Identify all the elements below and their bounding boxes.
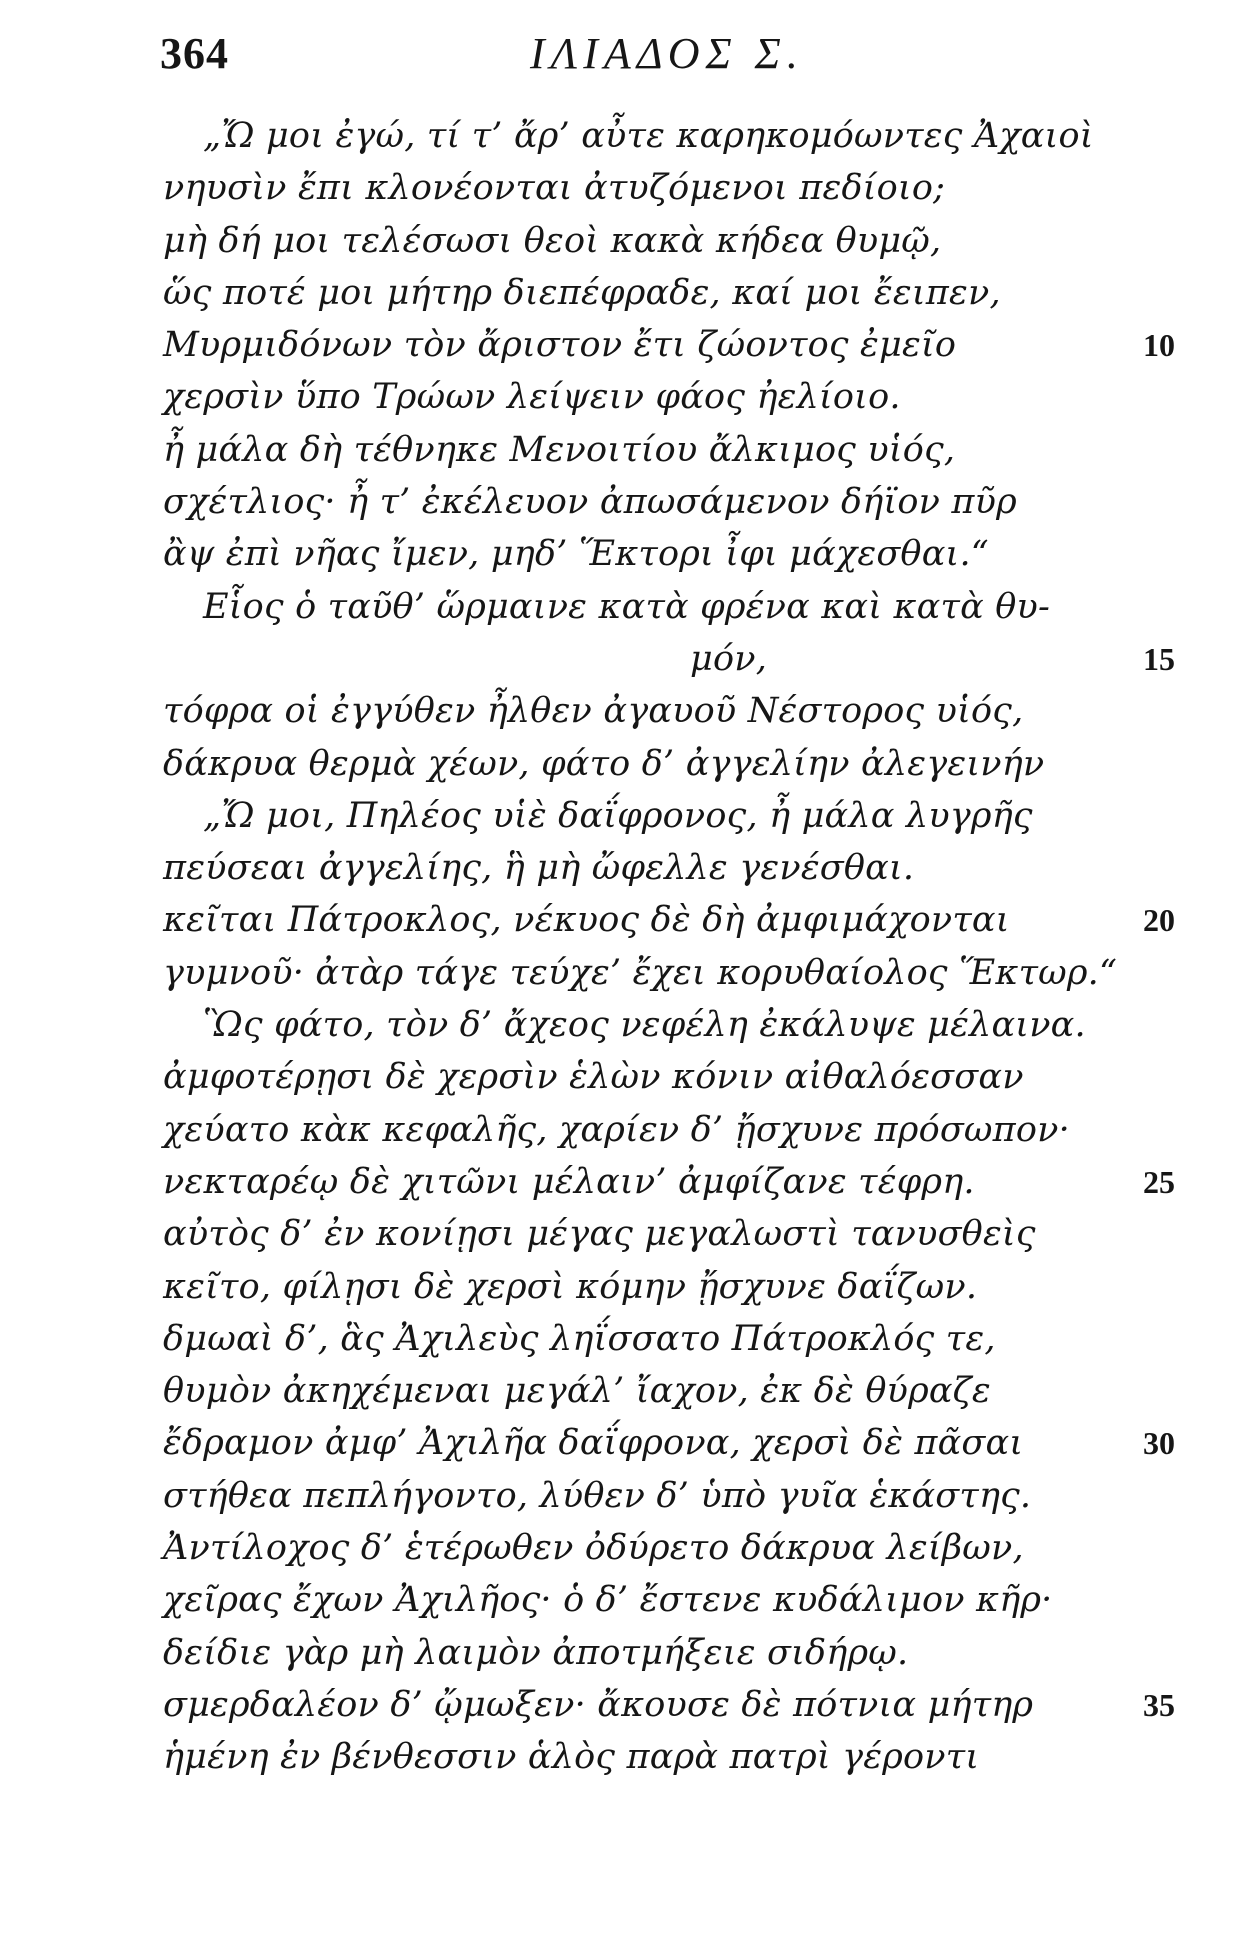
verse-text: μὴ δή μοι τελέσωσι θεοὶ κακὰ κήδεα θυμῷ, [163, 220, 942, 261]
line-number: 10 [1143, 327, 1175, 364]
verse-text: χεῖρας ἔχων Ἀχιλῆος· ὁ δ’ ἔστενε κυδάλιμον κῆρ· [163, 1580, 1053, 1621]
verse-line [0, 162, 1236, 214]
verse-text: αὐτὸς δ’ ἐν κονίῃσι μέγας μεγαλωστὶ τανυσθεὶς [163, 1214, 1036, 1255]
line-number: 15 [1143, 640, 1175, 677]
verse-text: ἔδραμον ἀμφ’ Ἀχιλῆα δαΐφρονα, χερσὶ δὲ πᾶσαι [163, 1423, 1024, 1464]
verse-text: στήθεα πεπλήγοντο, λύθεν δ’ ὑπὸ γυῖα ἑκάστης. [163, 1475, 1032, 1516]
verse-text-block [0, 110, 1236, 1784]
verse-text: χερσὶν ὕπο Τρώων λείψειν φάος ἠελίοιο. [163, 377, 901, 418]
verse-line [0, 738, 1236, 790]
verse-line [0, 894, 1236, 946]
page-number: 364 [160, 29, 229, 78]
verse-line [0, 633, 1236, 685]
line-number: 20 [1143, 902, 1175, 939]
verse-line [0, 1261, 1236, 1313]
verse-line [0, 1470, 1236, 1522]
verse-line [0, 528, 1236, 580]
verse-line [0, 790, 1236, 842]
verse-line [0, 1208, 1236, 1260]
verse-text: τόφρα οἱ ἐγγύθεν ἦλθεν ἀγαυοῦ Νέστορος υἱός, [163, 691, 1024, 732]
line-number: 35 [1143, 1686, 1175, 1723]
verse-line [0, 1627, 1236, 1679]
verse-text: νεκταρέῳ δὲ χιτῶνι μέλαιν’ ἀμφίζανε τέφρη. [163, 1161, 975, 1202]
verse-text: μόν, [690, 638, 768, 679]
verse-line [0, 424, 1236, 476]
verse-text: δμωαὶ δ’, ἃς Ἀχιλεὺς ληΐσσατο Πάτροκλός τε, [163, 1318, 996, 1359]
verse-line [0, 1417, 1236, 1469]
verse-text: „Ὤ μοι ἐγώ, τί τ’ ἄρ’ αὖτε καρηκομόωντες Ἀχαιοὶ [203, 116, 1094, 156]
verse-text: θυμὸν ἀκηχέμεναι μεγάλ’ ἴαχον, ἐκ δὲ θύραζε [163, 1371, 991, 1412]
page-header [160, 28, 1160, 88]
verse-text: Ὣς φάτο, τὸν δ’ ἄχεος νεφέλη ἐκάλυψε μέλαινα. [203, 1005, 1086, 1046]
verse-line [0, 1522, 1236, 1574]
verse-line [0, 1104, 1236, 1156]
verse-line [0, 110, 1236, 162]
verse-line [0, 1679, 1236, 1731]
verse-text: Εἷος ὁ ταῦθ’ ὥρμαινε κατὰ φρένα καὶ κατὰ θυ- [203, 586, 1051, 627]
verse-text: ἦ μάλα δὴ τέθνηκε Μενοιτίου ἄλκιμος υἱός, [163, 429, 956, 470]
verse-line [0, 842, 1236, 894]
verse-line [0, 581, 1236, 633]
verse-line [0, 267, 1236, 319]
verse-text: ἂψ ἐπὶ νῆας ἴμεν, μηδ’ Ἕκτορι ἶφι μάχεσθαι.“ [163, 534, 989, 575]
verse-text: „Ὤ μοι, Πηλέος υἱὲ δαΐφρονος, ἦ μάλα λυγρῆς [203, 795, 1033, 836]
verse-line [0, 319, 1236, 371]
verse-line [0, 1156, 1236, 1208]
verse-text: χεύατο κὰκ κεφαλῆς, χαρίεν δ’ ᾔσχυνε πρόσωπον· [163, 1109, 1070, 1150]
verse-text: δείδιε γὰρ μὴ λαιμὸν ἀποτμήξειε σιδήρῳ. [163, 1632, 909, 1673]
verse-line [0, 371, 1236, 423]
verse-line [0, 1731, 1236, 1783]
verse-line [0, 476, 1236, 528]
verse-text: ἀμφοτέρῃσι δὲ χερσὶν ἑλὼν κόνιν αἰθαλόεσσαν [163, 1057, 1024, 1098]
verse-line [0, 1051, 1236, 1103]
verse-text: ὥς ποτέ μοι μήτηρ διεπέφραδε, καί μοι ἔειπεν, [163, 272, 1001, 313]
verse-line [0, 685, 1236, 737]
verse-text: δάκρυα θερμὰ χέων, φάτο δ’ ἀγγελίην ἀλεγεινήν [163, 743, 1045, 784]
running-head: ΙΛΙΑΔΟΣ Σ. [530, 29, 804, 78]
verse-line [0, 215, 1236, 267]
verse-line [0, 1365, 1236, 1417]
verse-text: γυμνοῦ· ἀτὰρ τάγε τεύχε’ ἔχει κορυθαίολος Ἕκτωρ.“ [163, 952, 1118, 993]
verse-line [0, 999, 1236, 1051]
verse-text: κεῖται Πάτροκλος, νέκυος δὲ δὴ ἀμφιμάχονται [163, 900, 1010, 941]
verse-text: νηυσὶν ἔπι κλονέονται ἀτυζόμενοι πεδίοιο; [163, 168, 946, 209]
verse-text: Ἀντίλοχος δ’ ἑτέρωθεν ὀδύρετο δάκρυα λείβων, [163, 1528, 1024, 1569]
verse-text: σμερδαλέον δ’ ᾤμωξεν· ἄκουσε δὲ πότνια μήτηρ [163, 1684, 1034, 1725]
verse-text: κεῖτο, φίλῃσι δὲ χερσὶ κόμην ᾔσχυνε δαΐζων. [163, 1266, 978, 1307]
verse-line [0, 947, 1236, 999]
line-number: 30 [1143, 1425, 1175, 1462]
verse-text: πεύσεαι ἀγγελίης, ἣ μὴ ὤφελλε γενέσθαι. [163, 848, 915, 889]
verse-line [0, 1313, 1236, 1365]
verse-text: σχέτλιος· ἦ τ’ ἐκέλευον ἀπωσάμενον δήϊον πῦρ [163, 482, 1017, 523]
verse-text: Μυρμιδόνων τὸν ἄριστον ἔτι ζώοντος ἐμεῖο [163, 325, 957, 366]
verse-line [0, 1574, 1236, 1626]
verse-text: ἡμένη ἐν βένθεσσιν ἁλὸς παρὰ πατρὶ γέροντι [163, 1737, 980, 1778]
line-number: 25 [1143, 1163, 1175, 1200]
